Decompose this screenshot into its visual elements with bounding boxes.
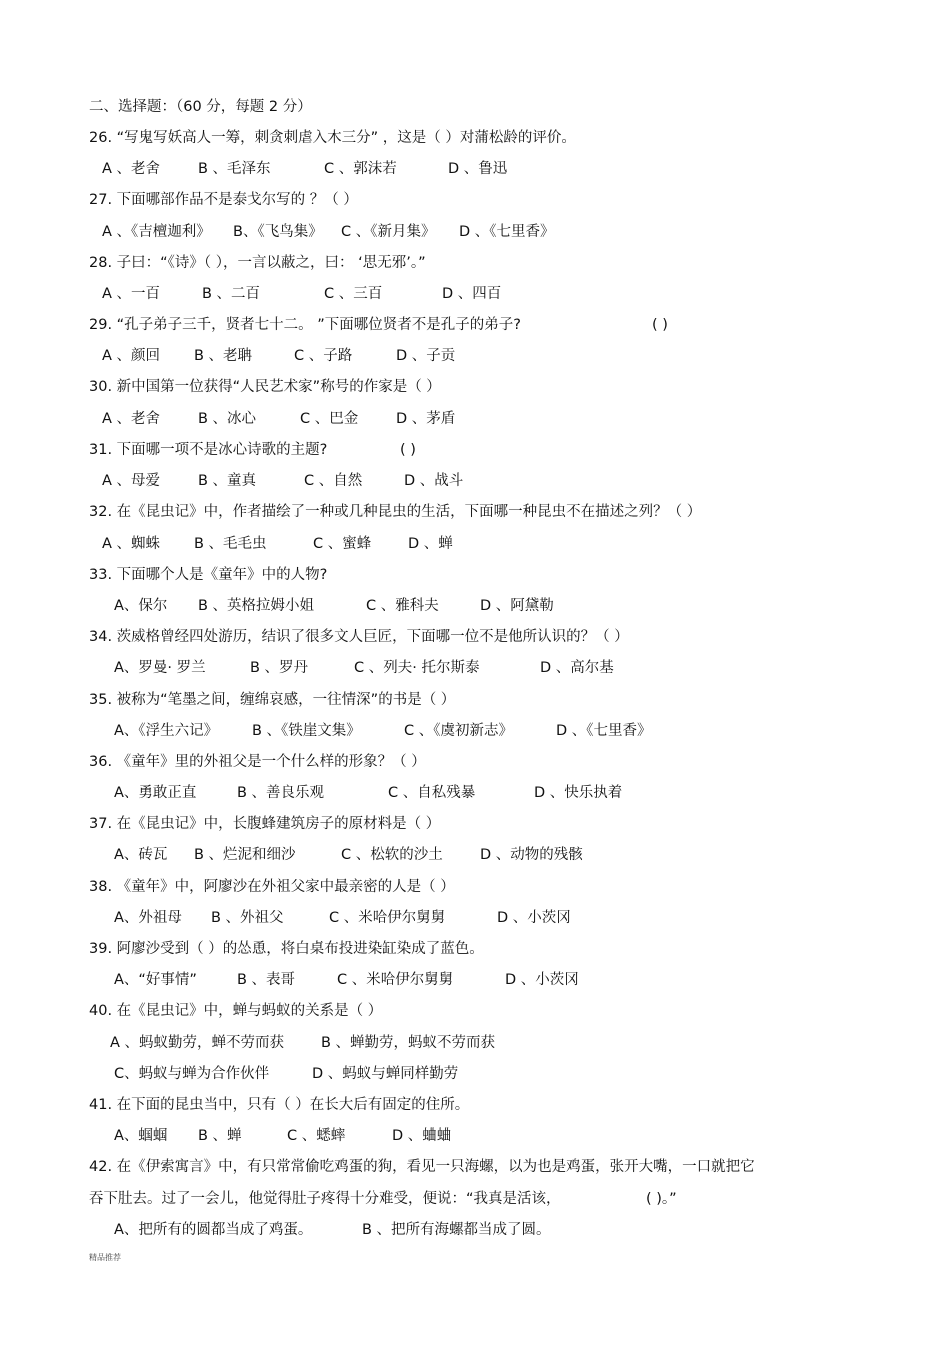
option-30-a: A 、老舍 xyxy=(102,411,161,427)
option-34-c: C 、列夫· 托尔斯泰 xyxy=(354,660,480,676)
option-35-a: A、《浮生六记》 xyxy=(114,723,219,739)
question-40: 40. 在《昆虫记》中，蝉与蚂蚁的关系是（ ） xyxy=(89,1003,383,1019)
option-39-b: B 、表哥 xyxy=(237,972,296,988)
option-41-a: A、蝈蝈 xyxy=(114,1128,168,1144)
question-33: 33. 下面哪个人是《童年》中的人物? xyxy=(89,567,328,583)
option-31-b: B 、童真 xyxy=(198,473,257,489)
option-40-b: B 、蝉勤劳，蚂蚁不劳而获 xyxy=(321,1035,496,1051)
option-29-c: C 、子路 xyxy=(294,348,353,364)
option-39-c: C 、米哈伊尔舅舅 xyxy=(337,972,454,988)
option-33-c: C 、雅科夫 xyxy=(366,598,439,614)
option-32-d: D 、蝉 xyxy=(408,536,453,552)
option-40-d: D 、蚂蚁与蝉同样勤劳 xyxy=(312,1066,459,1082)
option-33-a: A、保尔 xyxy=(114,598,168,614)
option-42-b: B 、把所有海螺都当成了圆。 xyxy=(362,1222,551,1238)
option-36-b: B 、善良乐观 xyxy=(237,785,325,801)
question-34: 34. 茨威格曾经四处游历，结识了很多文人巨匠，下面哪一位不是他所认识的？（ ） xyxy=(89,629,629,645)
option-39-a: A、“好事情” xyxy=(114,972,197,988)
option-27-b: B、《飞鸟集》 xyxy=(233,224,323,240)
option-34-a: A、罗曼· 罗兰 xyxy=(114,660,206,676)
option-27-d: D 、《七里香》 xyxy=(459,224,555,240)
option-28-b: B 、二百 xyxy=(202,286,261,302)
option-28-d: D 、四百 xyxy=(442,286,502,302)
option-30-c: C 、巴金 xyxy=(300,411,359,427)
option-27-a: A 、《吉檀迦利》 xyxy=(102,224,211,240)
option-37-a: A、砖瓦 xyxy=(114,847,168,863)
option-26-a: A 、老舍 xyxy=(102,161,161,177)
option-34-b: B 、罗丹 xyxy=(250,660,309,676)
option-38-d: D 、小茨冈 xyxy=(497,910,571,926)
option-31-c: C 、自然 xyxy=(304,473,363,489)
option-37-b: B 、烂泥和细沙 xyxy=(194,847,296,863)
answer-blank-29: ( ) xyxy=(652,317,668,333)
option-29-d: D 、子贡 xyxy=(396,348,456,364)
option-35-c: C 、《虞初新志》 xyxy=(404,723,513,739)
question-37: 37. 在《昆虫记》中，长腹蜂建筑房子的原材料是（ ） xyxy=(89,816,441,832)
answer-blank-42: ( )。” xyxy=(646,1191,677,1207)
question-38: 38. 《童年》中，阿廖沙在外祖父家中最亲密的人是（ ） xyxy=(89,879,455,895)
option-32-c: C 、蜜蜂 xyxy=(313,536,372,552)
option-38-a: A、外祖母 xyxy=(114,910,182,926)
question-42-line-2: 吞下肚去。过了一会儿，他觉得肚子疼得十分难受，便说：“我真是活该， xyxy=(89,1191,561,1207)
question-35: 35. 被称为“笔墨之间，缠绵哀感，一往情深”的书是（ ） xyxy=(89,692,456,708)
question-32: 32. 在《昆虫记》中，作者描绘了一种或几种昆虫的生活，下面哪一种昆虫不在描述之列？（ ） xyxy=(89,504,702,520)
option-42-a: A、把所有的圆都当成了鸡蛋。 xyxy=(114,1222,313,1238)
option-31-a: A 、母爱 xyxy=(102,473,161,489)
question-41: 41. 在下面的昆虫当中，只有（ ）在长大后有固定的住所。 xyxy=(89,1097,470,1113)
option-39-d: D 、小茨冈 xyxy=(505,972,579,988)
option-40-c: C、蚂蚁与蝉为合作伙伴 xyxy=(114,1066,270,1082)
option-32-b: B 、毛毛虫 xyxy=(194,536,267,552)
question-30: 30. 新中国第一位获得“人民艺术家”称号的作家是（ ） xyxy=(89,379,441,395)
option-38-b: B 、外祖父 xyxy=(211,910,284,926)
option-36-c: C 、自私残暴 xyxy=(388,785,476,801)
answer-blank-31: ( ) xyxy=(400,442,416,458)
question-29: 29. “孔子弟子三千，贤者七十二。 ”下面哪位贤者不是孔子的弟子? xyxy=(89,317,521,333)
option-32-a: A 、蜘蛛 xyxy=(102,536,161,552)
question-39: 39. 阿廖沙受到（ ）的怂恿，将白桌布投进染缸染成了蓝色。 xyxy=(89,941,484,957)
question-26: 26. “写鬼写妖高人一筹，刺贪刺虐入木三分” ，这是（ ）对蒲松龄的评价。 xyxy=(89,130,576,146)
option-34-d: D 、高尔基 xyxy=(540,660,614,676)
section-title: 二、选择题：（60 分，每题 2 分） xyxy=(89,99,312,115)
option-41-d: D 、蛐蛐 xyxy=(392,1128,452,1144)
option-36-a: A、勇敢正直 xyxy=(114,785,197,801)
option-41-c: C 、蟋蟀 xyxy=(287,1128,346,1144)
option-35-b: B 、《铁崖文集》 xyxy=(252,723,361,739)
option-26-b: B 、毛泽东 xyxy=(198,161,271,177)
question-27: 27. 下面哪部作品不是泰戈尔写的 ？（ ） xyxy=(89,192,358,208)
option-26-c: C 、郭沫若 xyxy=(324,161,397,177)
option-30-b: B 、冰心 xyxy=(198,411,257,427)
option-37-c: C 、松软的沙土 xyxy=(341,847,443,863)
question-36: 36. 《童年》里的外祖父是一个什么样的形象？（ ） xyxy=(89,754,426,770)
option-36-d: D 、快乐执着 xyxy=(534,785,623,801)
option-33-b: B 、英格拉姆小姐 xyxy=(198,598,315,614)
option-28-a: A 、一百 xyxy=(102,286,161,302)
option-26-d: D 、鲁迅 xyxy=(448,161,508,177)
page-footer: 精品推荐 xyxy=(89,1253,121,1262)
option-40-a: A 、蚂蚁勤劳，蝉不劳而获 xyxy=(110,1035,285,1051)
option-30-d: D 、茅盾 xyxy=(396,411,456,427)
option-33-d: D 、阿黛勒 xyxy=(480,598,554,614)
option-29-a: A 、颜回 xyxy=(102,348,161,364)
option-28-c: C 、三百 xyxy=(324,286,383,302)
option-29-b: B 、老聃 xyxy=(194,348,253,364)
option-27-c: C 、《新月集》 xyxy=(341,224,436,240)
question-42-line-1: 42. 在《伊索寓言》中，有只常常偷吃鸡蛋的狗，看见一只海螺，以为也是鸡蛋，张开大嘴，一口就把它 xyxy=(89,1159,755,1175)
question-28: 28. 子曰：“《诗》（ ），一言以蔽之，曰： ‘思无邪’。” xyxy=(89,255,426,271)
option-31-d: D 、战斗 xyxy=(404,473,464,489)
option-35-d: D 、《七里香》 xyxy=(556,723,652,739)
option-38-c: C 、米哈伊尔舅舅 xyxy=(329,910,446,926)
option-37-d: D 、动物的残骸 xyxy=(480,847,583,863)
question-31: 31. 下面哪一项不是冰心诗歌的主题? xyxy=(89,442,328,458)
option-41-b: B 、蝉 xyxy=(198,1128,242,1144)
